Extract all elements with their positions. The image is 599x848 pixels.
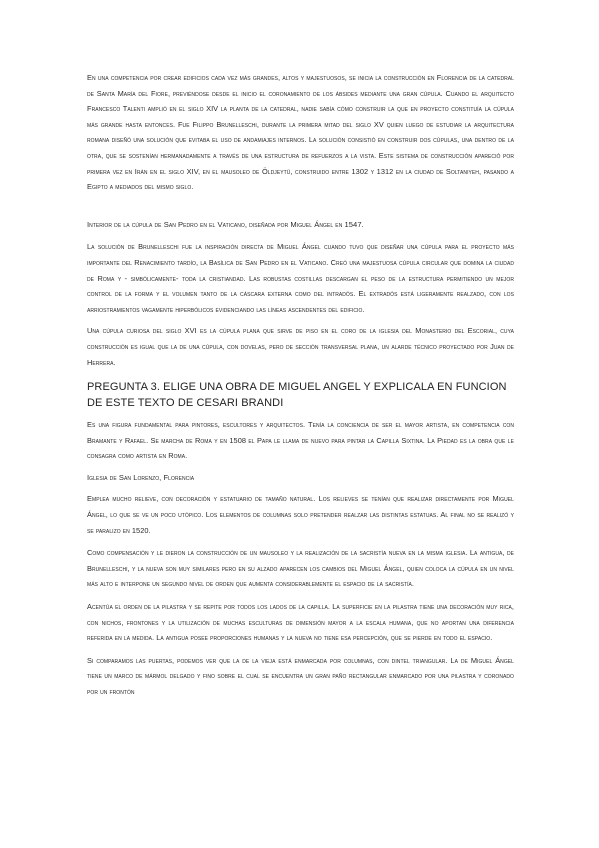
paragraph-escorial-dome: Una cúpula curiosa del siglo XVI es la cúpula plana que sirve de piso en el coro de la iglesia del Monasterio del Escorial, cuya construcción es igual que la de una cúpula, con dovelas, pero de sección transversal plana, un alarde técnico proyectado por Juan de Herrera. (87, 326, 514, 367)
paragraph-pilaster: Acentúa el orden de la pilastra y se repite por todos los lados de la capilla. La superficie en la pilastra tiene una decoración muy rica, con nichos, frontones y la utilización de muchas esculturas de dimensión mayor a la escala humana, que no aportan una diferencia referida en la medida. La antigua posee proporciones humanas y la nueva no tiene esa percepción, que se pierde en todo el espacio. (87, 602, 514, 643)
paragraph-sacristy: Como compensación y le dieron la construcción de un mausoleo y la realización de la sacristía nueva en la misma iglesia. La antigua, de Brunelleschi, y la nueva son muy similares pero en su alzado aparecen los cambios del Miguel Ángel, quien coloca la cúpula en un nivel más alto e interpone un segundo nivel de orden que aumenta considerablemente el espacio de la sacristía. (87, 548, 514, 589)
paragraph-dome-history: En una competencia por crear edificios cada vez más grandes, altos y majestuosos, se inicia la construcción en Florencia de la catedral de Santa María del Fiore, previéndose desde el inicio el coronamiento de los ábsides mediante una gran cúpula. Cuando el arquitecto Francesco Talenti amplió en el siglo XIV la planta de la catedral, nadie sabía cómo construir la que en proyecto constituía la cúpula más grande hasta entonces. Fue Filippo Brunelleschi, durante la primera mitad del siglo XV quien luego de estudiar la arquitectura romana diseñó una solución que evitaba el uso de andamiajes internos. La solución consistió en construir dos cúpulas, una dentro de la otra, que se sostenían hermanadamente a través de una estructura de refuerzos a la vista. Este sistema de construcción apareció por primera vez en Irán en el siglo XIV, en el mausoleo de Öldjeytü, construido entre 1302 y 1312 en la ciudad de Soltaniyeh, pasando a Egipto a mediados del mismo siglo. (87, 73, 514, 192)
paragraph-reliefs: Emplea mucho relieve, con decoración y estatuario de tamaño natural. Los relieves se tenían que realizar directamente por Miguel Ángel, lo que se ve un poco utópico. Los elementos de columnas solo pretender realzar las distintas estatuas. Al final no se realizó y se paralizo en 1520. (87, 494, 514, 535)
question-heading: PREGUNTA 3. ELIGE UNA OBRA DE MIGUEL ANGEL Y EXPLICALA EN FUNCION DE ESTE TEXTO DE CESARI BRANDI (87, 381, 507, 410)
paragraph-michelangelo-dome: La solución de Brunelleschi fue la inspiración directa de Miguel Ángel cuando tuvo que diseñar una cúpula para el proyecto más importante del Renacimiento tardío, la Basílica de San Pedro en el Vaticano. Creó una majestuosa cúpula circular que domina la ciudad de Roma y - simbólicamente- toda la cristiandad. Las robustas costillas descargan el peso de la estructura permitiendo un mejor control de la forma y el volumen tanto de la cáscara externa como del intradós. El extradós está ligeramente realzado, con los arriostramientos vagamente hiperbólicos evidenciando las líneas ascendentes del edificio. (87, 242, 514, 314)
paragraph-doors: Si comparamos las puertas, podemos ver que la de la vieja está enmarcada por columnas, con dintel triangular. La de Miguel Ángel tiene un marco de mármol delgado y fino sobre el cual se encuentra un gran paño rectangular enmarcado por una pilastra y coronado por un frontón (87, 655, 514, 696)
paragraph-artist-intro: Es una figura fundamental para pintores, escultores y arquitectos. Tenía la conciencia de ser el mayor artista, en competencia con Bramante y Rafael. Se marcha de Roma y en 1508 el Papa le llama de nuevo para pintar la Capilla Sixtina. La Piedad es la obra que le consagra como artista en Roma. (87, 420, 514, 461)
document-page (87, 70, 514, 700)
caption-san-lorenzo: Iglesia de San Lorenzo, Florencia (87, 472, 195, 482)
caption-san-pedro: Interior de la cúpula de San Pedro en el Vaticano, diseñada por Miguel Ángel en 1547. (87, 219, 364, 229)
